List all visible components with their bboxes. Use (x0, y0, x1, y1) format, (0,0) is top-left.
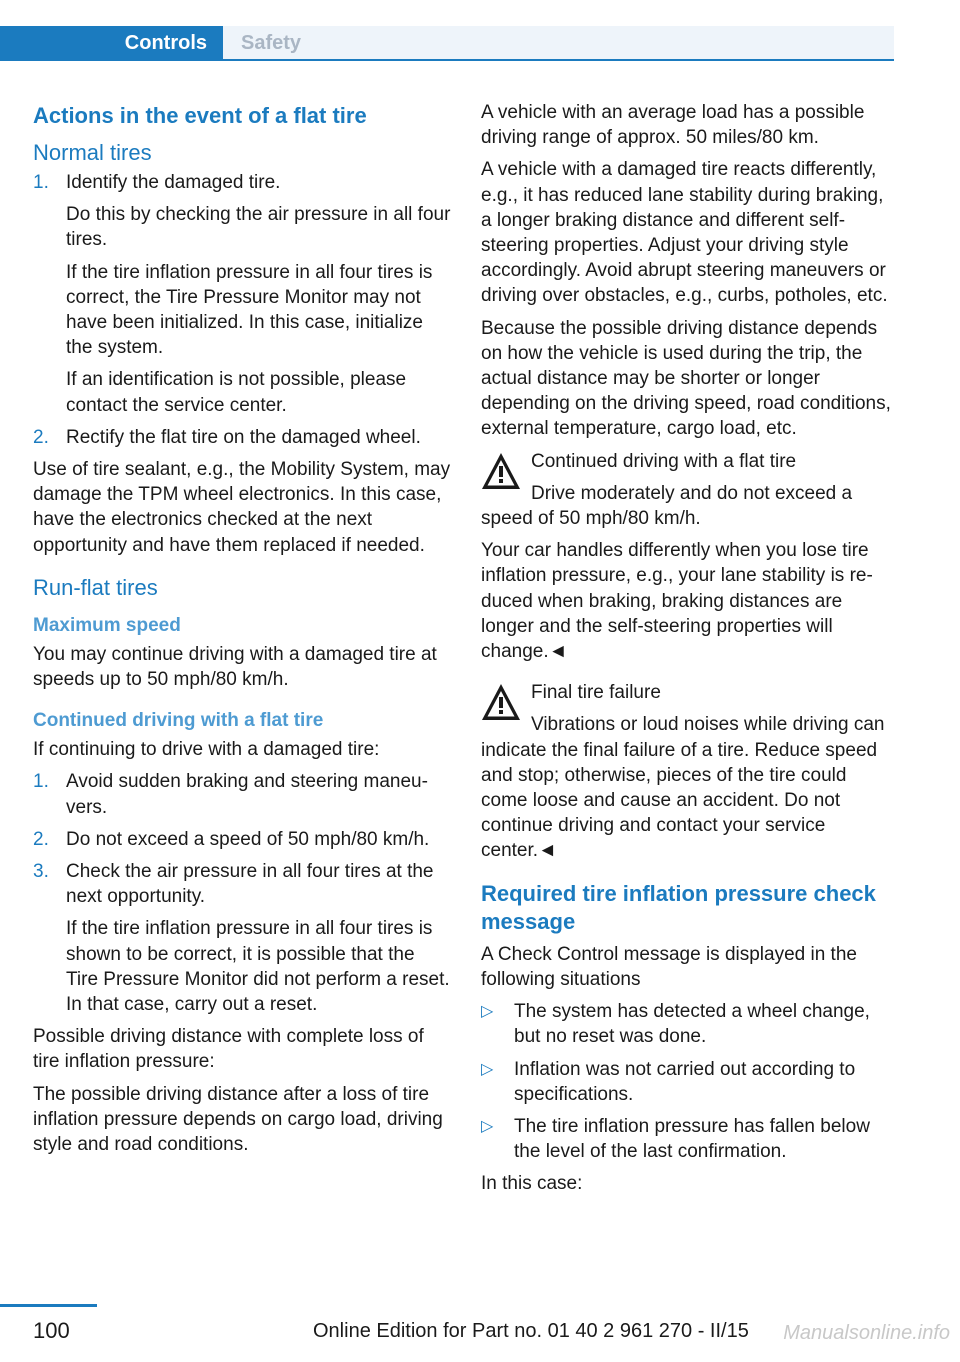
step-detail: If the tire inflation pressure in all four tires is shown to be correct, it is possible that the Tire Pressure Monitor did not perform a reset. In that case, carry out a reset. (66, 918, 450, 1016)
step-number: 2. (33, 426, 49, 448)
list-item (33, 170, 451, 418)
distance-depends-text: Because the possible driving distance depends on how the vehicle is used during the trip, the actual distance may be shorter or longer depending on the driving speed, road conditions, external temperature, cargo load, etc. (481, 317, 891, 440)
left-column (33, 100, 451, 1164)
continued-driving-heading: Continued driving with a flat tire (33, 710, 324, 732)
footer-rule (0, 1304, 97, 1307)
bullet-triangle-icon: ▷ (481, 1060, 494, 1078)
step-detail: Do this by checking the air pressure in all four tires. (66, 204, 451, 251)
warning-final-failure (481, 680, 895, 863)
header-rule (0, 59, 894, 61)
sealant-note: Use of tire sealant, e.g., the Mobility System, may damage the TPM wheel electronics. In this case, have the electronics checked at the next opportunity and have them replaced if needed. (33, 459, 451, 556)
list-item (33, 859, 451, 1017)
continued-intro: If continuing to drive with a damaged tire: (33, 739, 380, 761)
list-item (33, 425, 451, 450)
handles-text: Your car handles differently when you lose tire inflation pressure, e.g., your lane stability is reduced when braking, braking distances are longer and the self-steering properties will change.◄ (481, 540, 873, 663)
check-intro: A Check Control message is displayed in the following situations (481, 943, 857, 990)
bullet-triangle-icon: ▷ (481, 1003, 494, 1021)
list-item (481, 999, 895, 1049)
warning-body: Vibrations or loud noises while driving can indicate the final failure of a tire. Reduce speed and stop; otherwise, pieces of the tire could come loose and cause an accident. Do not continue driving and contact your service center.◄ (481, 714, 885, 862)
list-item (33, 769, 451, 819)
bullet-triangle-icon: ▷ (481, 1117, 494, 1135)
step-text: Check the air pressure in all four tires at the next opportunity. (66, 861, 434, 908)
tab-controls[interactable]: Controls (0, 26, 223, 61)
step-text: Rectify the flat tire on the damaged wheel. (66, 426, 421, 448)
step-text: Avoid sudden braking and steering maneuvers. (66, 771, 428, 818)
step-number: 1. (33, 172, 49, 193)
warning-body: Drive moderately and do not exceed a speed of 50 mph/80 km/h. (481, 482, 853, 530)
right-column (481, 100, 895, 1204)
step-number: 2. (33, 828, 49, 850)
watermark: Manualsonline.info (783, 1322, 950, 1344)
runflat-heading: Run-flat tires (33, 574, 158, 600)
continued-steps (33, 769, 451, 1017)
step-detail: If the tire inflation pressure in all four tires is correct, the Tire Pressure Monitor may not have been initialized. In this case, initialize the system. (66, 261, 433, 359)
tab-safety[interactable]: Safety (223, 26, 894, 61)
section-title: Actions in the event of a flat tire (33, 103, 367, 128)
warning-title: Final tire failure (531, 682, 661, 704)
warning-triangle-icon (481, 451, 521, 491)
in-this-case: In this case: (481, 1173, 583, 1195)
step-detail: If an identification is not possible, please contact the service center. (66, 369, 407, 416)
list-item (33, 827, 451, 852)
check-situations-list (481, 999, 895, 1164)
list-item-text: Inflation was not carried out according to specifications. (514, 1058, 856, 1105)
step-number: 3. (33, 861, 49, 883)
step-text: Identify the damaged tire. (66, 172, 281, 193)
normal-tires-steps (33, 170, 451, 450)
list-item (481, 1114, 895, 1164)
distance-intro: Possible driving distance with complete loss of tire inflation pressure: (33, 1026, 424, 1073)
step-text: Do not exceed a speed of 50 mph/80 km/h. (66, 828, 430, 850)
range-text: A vehicle with an average load has a possible driving range of approx. 50 miles/80 km. (481, 102, 865, 149)
edition-info: Online Edition for Part no. 01 40 2 961 270 - II/15 (313, 1320, 749, 1342)
list-item (481, 1057, 895, 1107)
max-speed-text: You may continue driving with a damaged tire at speeds up to 50 mph/80 km/h. (33, 643, 437, 691)
warning-continued-driving (481, 449, 895, 532)
distance-text: The possible driving distance after a loss of tire inflation pressure depends on cargo load, driving style and road conditions. (33, 1083, 443, 1156)
warning-title: Continued driving with a flat tire (531, 450, 797, 472)
chapter-header (0, 26, 894, 61)
damaged-tire-text: A vehicle with a damaged tire reacts differently, e.g., it has reduced lane stability during braking, a longer braking distance and different self-steering properties. Adjust your driving style accordingly. Avoid abrupt steering maneuvers or driving over obstacles, e.g., curbs, potholes, etc. (481, 159, 888, 307)
list-item-text: The system has detected a wheel change, but no reset was done. (514, 1001, 870, 1048)
page-number: 100 (33, 1318, 70, 1343)
normal-tires-heading: Normal tires (33, 140, 152, 165)
step-number: 1. (33, 771, 49, 793)
check-message-heading: Required tire inflation pressure check message (481, 880, 876, 934)
warning-triangle-icon (481, 682, 521, 722)
list-item-text: The tire inflation pressure has fallen below the level of the last confirmation. (514, 1115, 870, 1163)
max-speed-heading: Maximum speed (33, 614, 181, 636)
